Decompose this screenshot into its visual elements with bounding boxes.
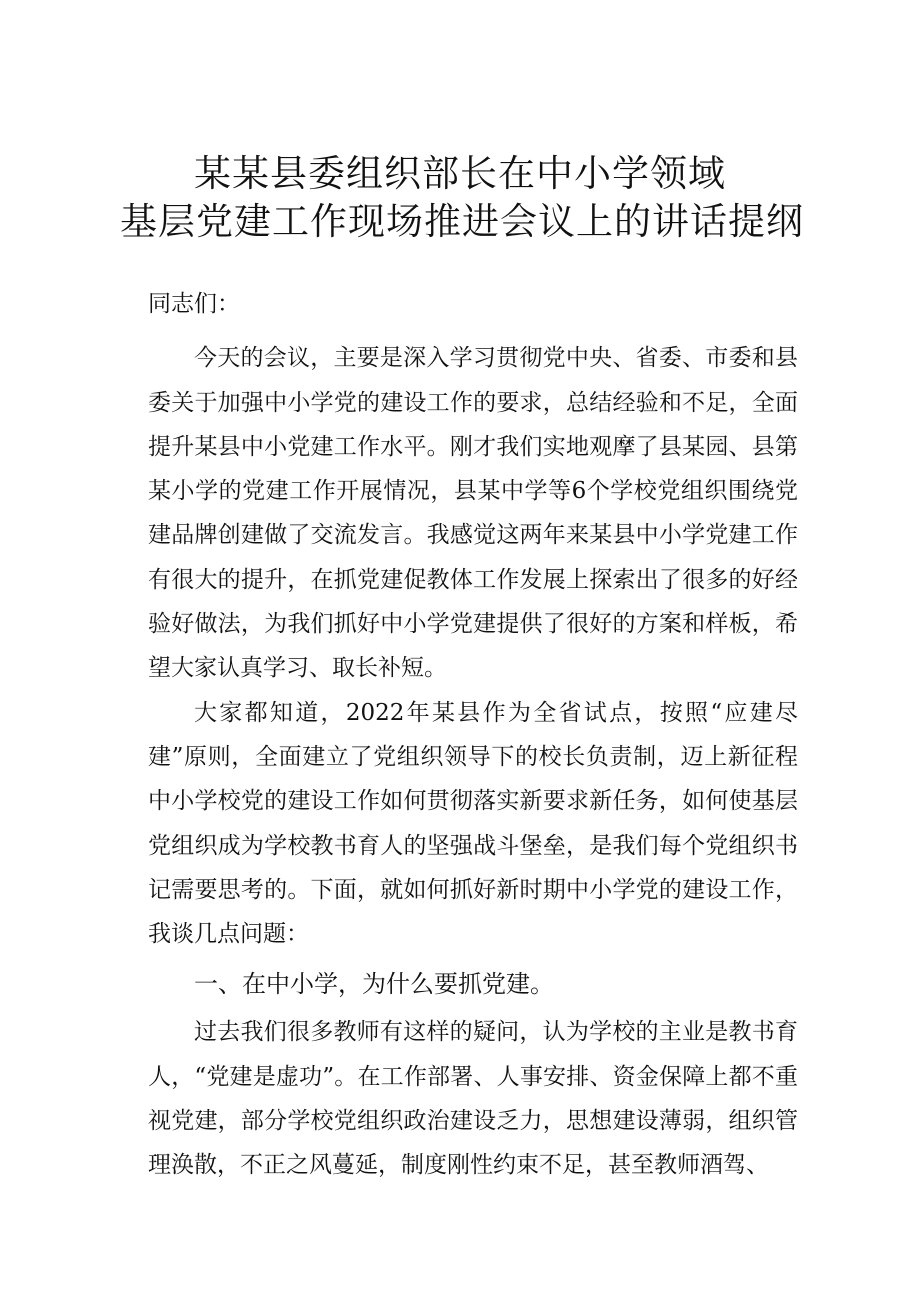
document-title	[120, 150, 804, 246]
section-paragraph: 过去我们很多教师有这样的疑问，认为学校的主业是教书育人，“党建是虚功”。在工作部署、人事安排、资金保障上都不重视党建，部分学校党组织政治建设乏力，思想建设薄弱，组织管理涣散，不正之风蔓延，制度刚性约束不足，甚至教师酒驾、	[148, 1019, 798, 1179]
title-line-1: 某某县委组织部长在中小学领域	[194, 152, 726, 195]
paragraph-2: 大家都知道，2022年某县作为全省试点，按照“应建尽建”原则，全面建立了党组织领导下的校长负责制，迈上新征程中小学校党的建设工作如何贯彻落实新要求新任务，如何使基层党组织成为学校教书育人的坚强战斗堡垒，是我们每个党组织书记需要思考的。下面，就如何抓好新时期中小学党的建设工作，我谈几点问题：	[148, 699, 798, 948]
section-heading: 一、在中小学，为什么要抓党建。	[194, 970, 554, 999]
document-body	[148, 282, 798, 1188]
salutation: 同志们：	[148, 291, 240, 317]
paragraph-1: 今天的会议，主要是深入学习贯彻党中央、省委、市委和县委关于加强中小学党的建设工作的要求，总结经验和不足，全面提升某县中小党建工作水平。刚才我们实地观摩了县某园、县第某小学的党建工作开展情况，县某中学等6个学校党组织围绕党建品牌创建做了交流发言。我感觉这两年来某县中小学党建工作有很大的提升，在抓党建促教体工作发展上探索出了很多的好经验好做法，为我们抓好中小学党建提供了很好的方案和样板，希望大家认真学习、取长补短。	[148, 345, 798, 682]
title-line-2: 基层党建工作现场推进会议上的讲话提纲	[120, 200, 804, 243]
